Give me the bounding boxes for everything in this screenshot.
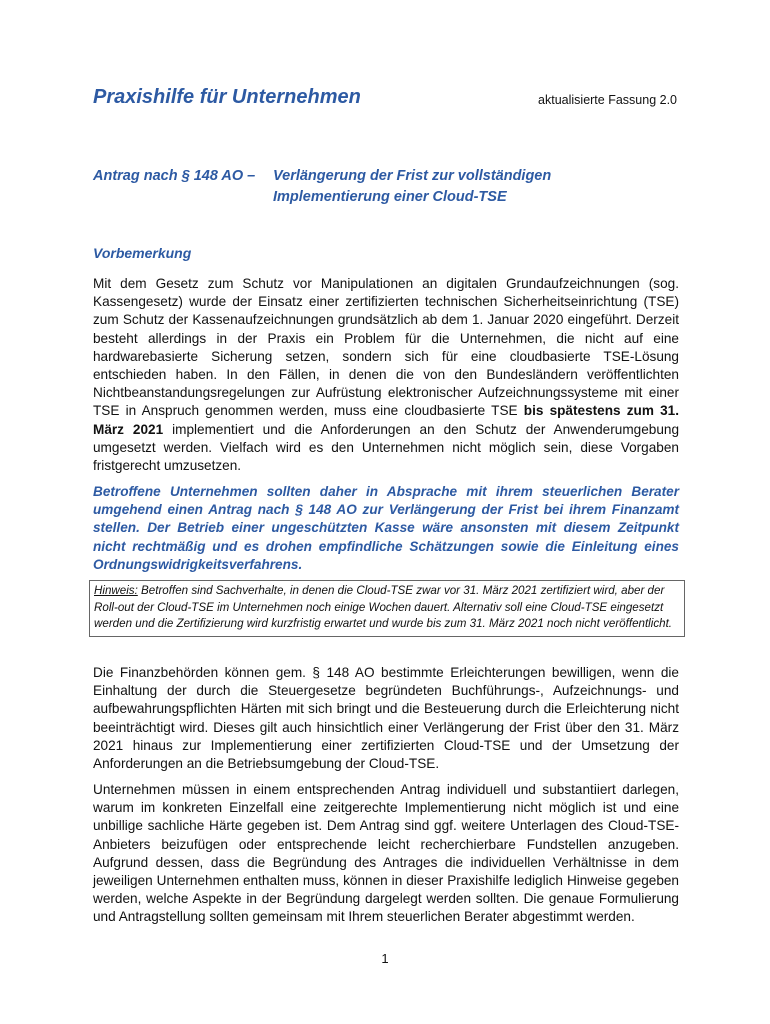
- note-text: Betroffen sind Sachverhalte, in denen die Cloud-TSE zwar vor 31. März 2021 zertifiziert wird, aber der Roll-out der Cloud-TSE im Unternehmen noch einige Wochen dauert. Alternativ soll eine Cloud-TSE eingesetzt werden und die Zertifizierung wird kurzfristig erwartet und wurde bis zum 31. März 2021 noch nicht veröffentlicht.: [94, 584, 673, 631]
- paragraph-intro-text-end: implementiert und die Anforderungen an den Schutz der Anwenderumgebung umgesetzt werden. Vielfach wird es den Unternehmen nicht möglich sein, diese Vorgaben fristgerecht umzusetzen.: [93, 421, 680, 474]
- paragraph-intro: [93, 275, 679, 475]
- paragraph-intro-text: Mit dem Gesetz zum Schutz vor Manipulationen an digitalen Grundaufzeichnungen (sog. Kassengesetz) wurde der Einsatz einer zertifizierten technischen Sicherheitseinrichtung (TSE) zum Schutz der Kassenaufzeichnungen grundsätzlich ab dem 1. Januar 2020 eingeführt. Derzeit besteht allerdings in der Praxis ein Problem für die Unternehmen, die nicht auf eine hardwarebasierte Sicherung setzen, sondern sich für eine cloudbasierte TSE-Lösung entschieden haben. In den Fällen, in denen die von den Bundesländern veröffentlichten Nichtbeanstandungsregelungen zur Aufrüstung elektronischer Aufzeichnungssysteme mit einer TSE in Anspruch genommen werden, muss eine cloudbasierte TSE: [93, 276, 679, 419]
- page-number: 1: [381, 951, 389, 966]
- recommendation-callout: Betroffene Unternehmen sollten daher in Absprache mit ihrem steuerlichen Berater umgehend einen Antrag nach § 148 AO zur Verlängerung der Frist bei ihrem Finanzamt stellen. Der Betrieb einer ungeschützten Kasse wäre ansonsten mit diesem Zeitpunkt nicht rechtmäßig und es drohen empfindliche Schätzungen sowie die Einleitung eines Ordnungswidrigkeitsverfahrens.: [93, 484, 679, 572]
- section-heading: Vorbemerkung: [93, 245, 192, 261]
- note-box: [89, 580, 685, 637]
- subject-line-2: Implementierung einer Cloud-TSE: [273, 189, 507, 205]
- subject-heading: [93, 166, 693, 208]
- version-label: aktualisierte Fassung 2.0: [538, 93, 677, 107]
- note-label: Hinweis:: [94, 584, 138, 597]
- deadline-emphasis: bis spätestens zum 31. März 2021: [93, 403, 679, 437]
- subject-lead: Antrag nach § 148 AO –: [93, 168, 256, 184]
- paragraph-application: Unternehmen müssen in einem entsprechenden Antrag individuell und substantiiert darlegen, warum im konkreten Einzelfall eine zeitgerechte Implementierung nicht möglich ist und eine unbillige sachliche Härte gegeben ist. Dem Antrag sind ggf. weitere Unterlagen des Cloud-TSE-Anbieters beizufügen oder entsprechende leicht recherchierbare Fundstellen anzugeben. Aufgrund dessen, dass die Begründung des Antrages die individuellen Verhältnisse in dem jeweiligen Unternehmen enthalten muss, können in dieser Praxishilfe lediglich Hinweise gegeben werden, welche Aspekte in der Begründung dargelegt werden sollten. Die genaue Formulierung und Antragstellung sollten gemeinsam mit Ihrem steuerlichen Berater abgestimmt werden.: [93, 782, 679, 925]
- paragraph-relief: Die Finanzbehörden können gem. § 148 AO bestimmte Erleichterungen bewilligen, wenn die Einhaltung der durch die Steuergesetze begründeten Buchführungs-, Aufzeichnungs- und aufbewahrungspflichten Härten mit sich bringt und die Besteuerung durch die Erleichterung nicht beeinträchtigt wird. Dieses gilt auch hinsichtlich einer Verlängerung der Frist über den 31. März 2021 hinaus zur Implementierung einer zertifizierten Cloud-TSE und der Umsetzung der Anforderungen an die Betriebsumgebung der Cloud-TSE.: [93, 665, 679, 772]
- subject-line-1: Verlängerung der Frist zur vollständigen: [273, 168, 552, 184]
- document-title: Praxishilfe für Unternehmen: [93, 86, 361, 108]
